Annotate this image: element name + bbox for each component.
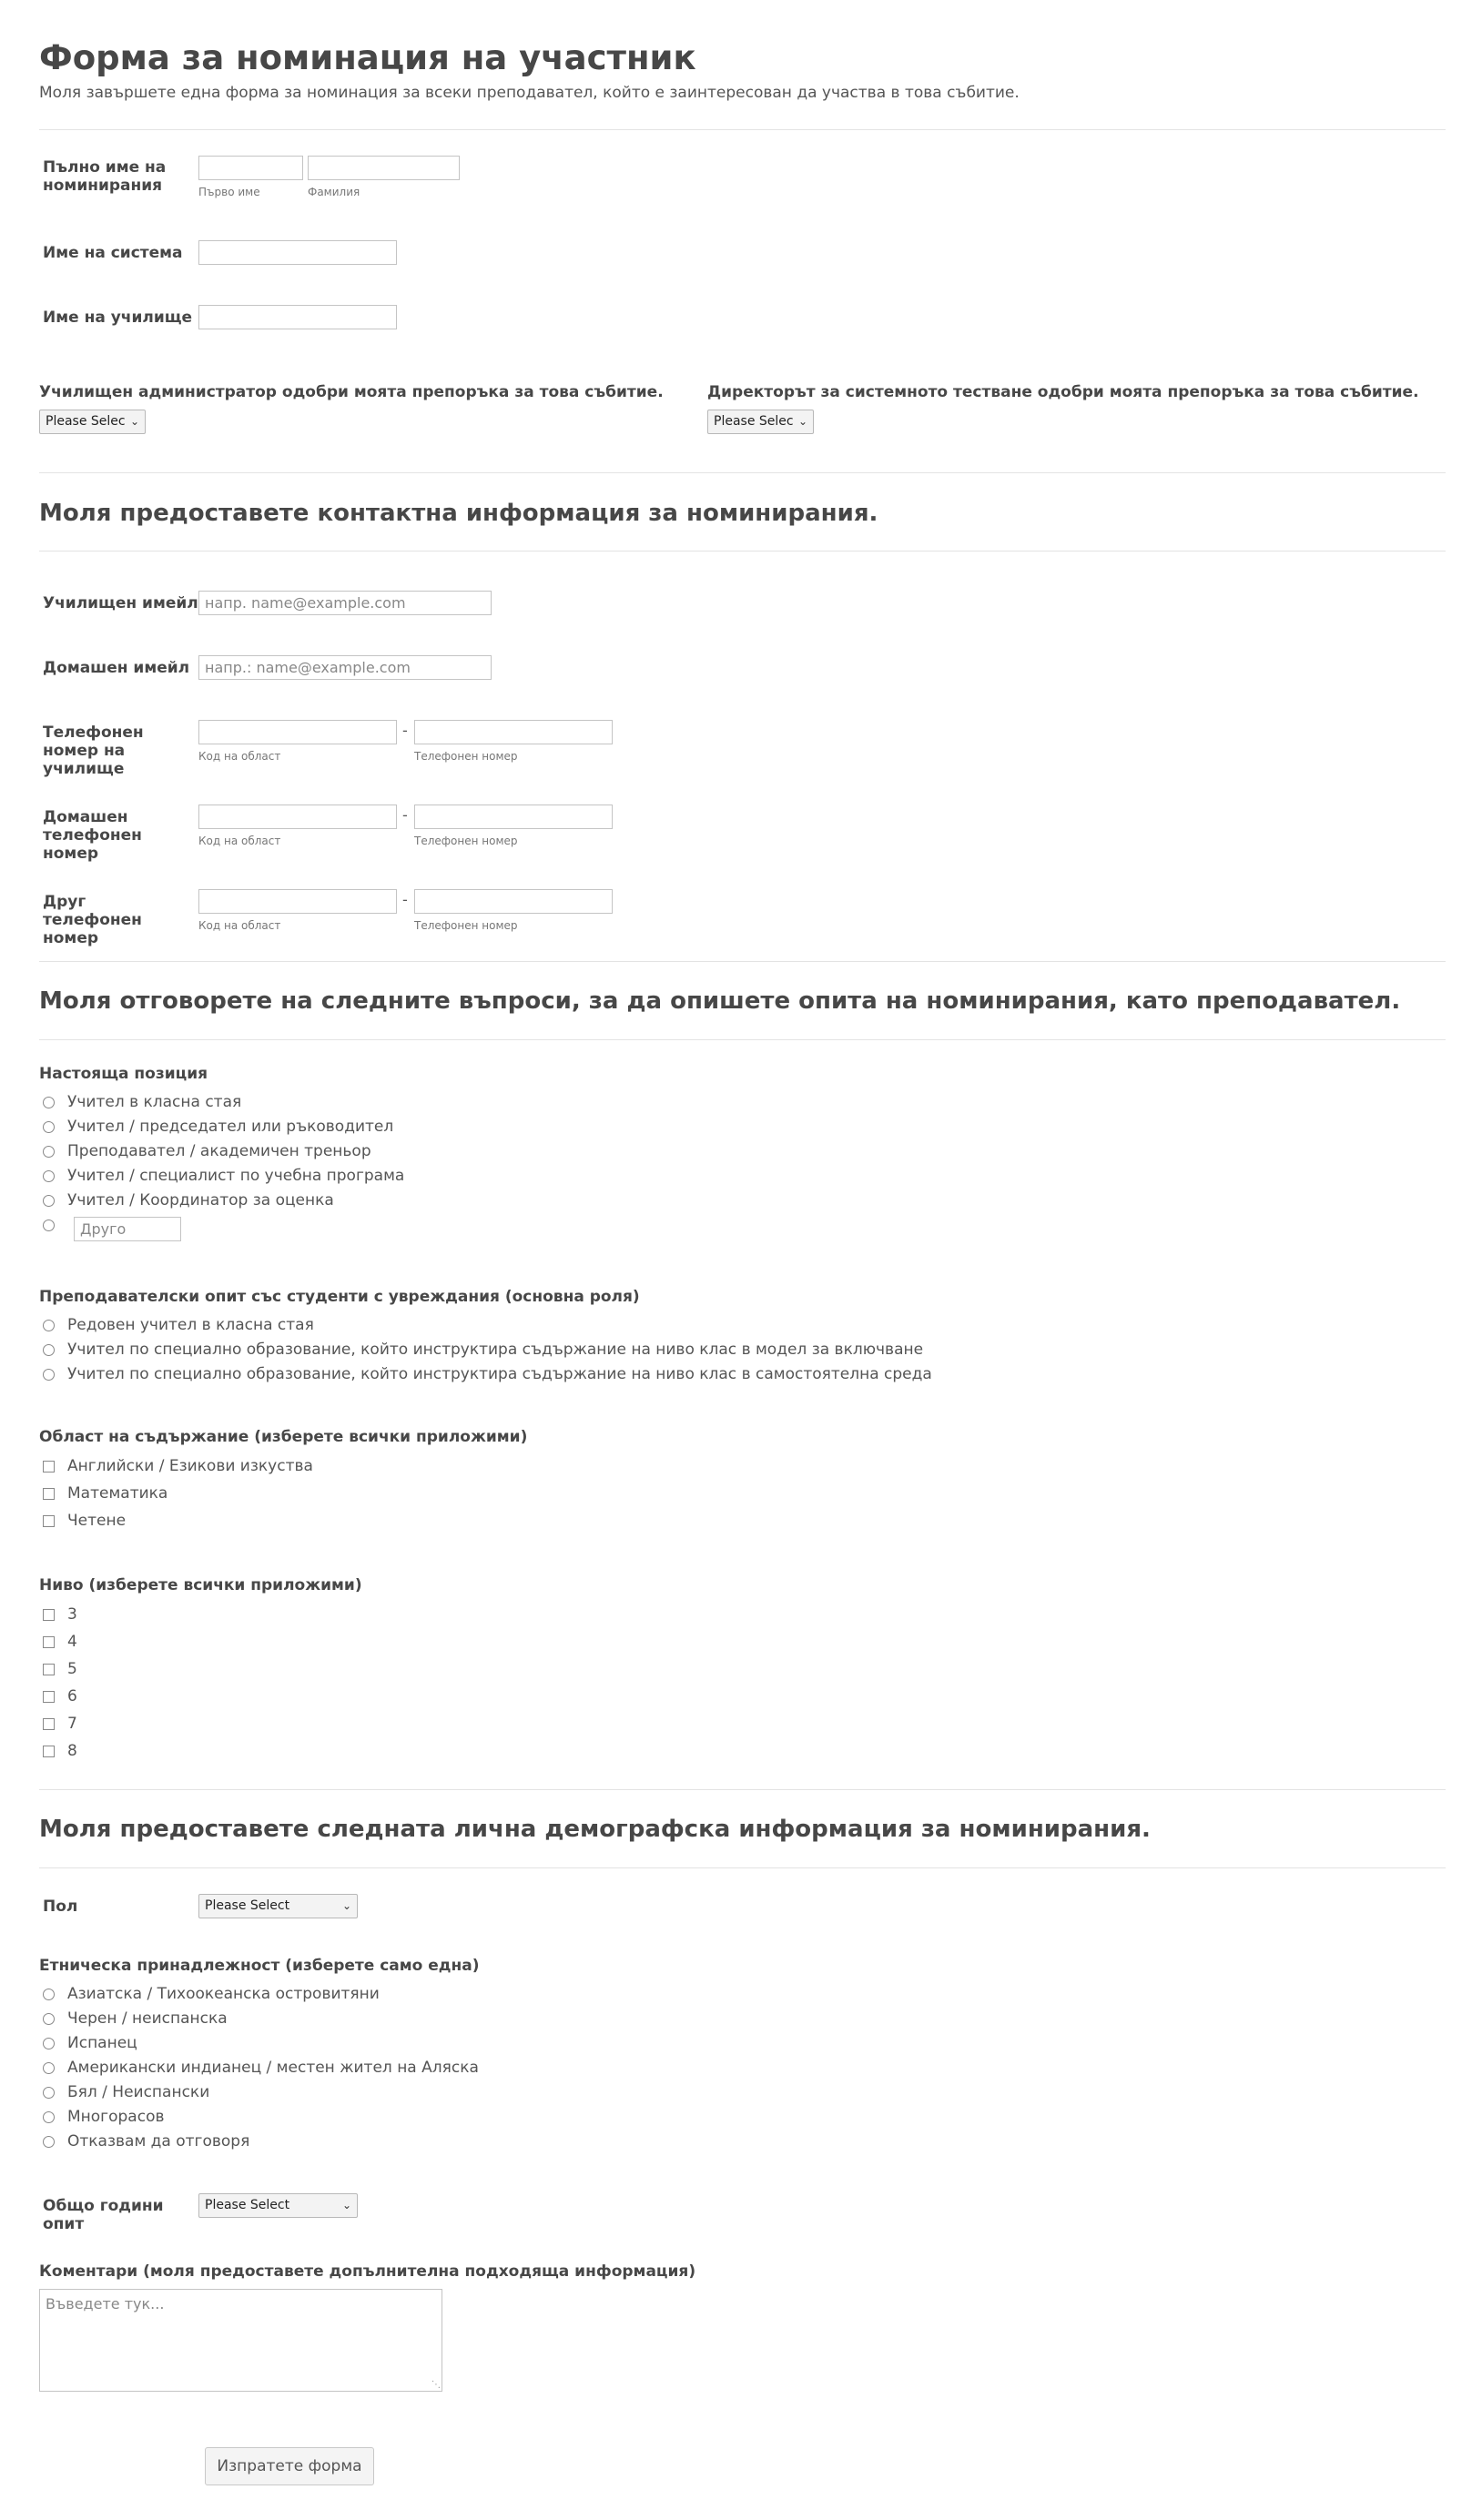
radio-button[interactable] <box>43 1170 55 1182</box>
years-experience-select[interactable] <box>198 2193 358 2218</box>
position-other-input[interactable] <box>74 1217 181 1241</box>
grade-option[interactable]: 3 <box>43 1604 77 1624</box>
school-phone-number-input[interactable] <box>414 720 613 744</box>
radio-button[interactable] <box>43 2087 55 2099</box>
grade-label: Ниво (изберете всички приложими) <box>39 1576 362 1594</box>
home-phone-label: Домашен телефонен номер <box>43 808 142 863</box>
phone-number-sublabel: Телефонен номер <box>414 835 518 847</box>
submit-button[interactable]: Изпратете форма <box>205 2447 374 2485</box>
position-option[interactable]: Учител / специалист по учебна програма <box>43 1166 404 1186</box>
first-name-input[interactable] <box>198 156 303 180</box>
position-option[interactable]: Учител / председател или ръководител <box>43 1117 393 1137</box>
phone-number-sublabel: Телефонен номер <box>414 919 518 932</box>
chevron-down-icon: ⌄ <box>797 415 807 428</box>
content-area-option[interactable]: Четене <box>43 1511 126 1531</box>
area-code-sublabel: Код на област <box>198 919 281 932</box>
phone-dash: - <box>402 722 408 739</box>
school-email-label: Училищен имейл <box>43 594 198 612</box>
checkbox[interactable] <box>43 1718 55 1730</box>
ethnicity-option[interactable]: Азиатска / Тихоокеанска островитяни <box>43 1984 380 2004</box>
disabilities-label: Преподавателски опит със студенти с увреждания (основна роля) <box>39 1288 640 1306</box>
full-name-label: Пълно име на номинирания <box>43 158 167 195</box>
home-phone-number-input[interactable] <box>414 805 613 829</box>
position-option[interactable]: Учител / Координатор за оценка <box>43 1190 334 1210</box>
gender-label: Пол <box>43 1898 78 1916</box>
radio-button[interactable] <box>43 1097 55 1108</box>
school-name-input[interactable] <box>198 305 397 329</box>
radio-button[interactable] <box>43 1320 55 1331</box>
director-approval-select[interactable] <box>707 410 814 434</box>
years-experience-label: Общо години опит <box>43 2197 164 2233</box>
position-label: Настояща позиция <box>39 1065 208 1083</box>
radio-button[interactable] <box>43 2038 55 2049</box>
other-phone-number-input[interactable] <box>414 889 613 914</box>
school-email-input[interactable] <box>198 591 492 615</box>
school-phone-label: Телефонен номер на училище <box>43 724 144 778</box>
radio-button[interactable] <box>43 1195 55 1207</box>
position-option[interactable]: Преподавател / академичен треньор <box>43 1141 371 1161</box>
ethnicity-option[interactable]: Черен / неиспанска <box>43 2009 228 2029</box>
grade-option[interactable]: 8 <box>43 1741 77 1761</box>
position-option[interactable]: Учител в класна стая <box>43 1092 241 1112</box>
admin-approval-select[interactable] <box>39 410 146 434</box>
content-area-option[interactable]: Английски / Езикови изкуства <box>43 1456 313 1476</box>
chevron-down-icon: ⌄ <box>341 2199 351 2211</box>
home-phone-area-input[interactable] <box>198 805 397 829</box>
admin-approval-value: Please Selec <box>46 414 126 429</box>
gender-select-value: Please Select <box>205 1898 290 1913</box>
other-phone-area-input[interactable] <box>198 889 397 914</box>
checkbox[interactable] <box>43 1636 55 1648</box>
chevron-down-icon: ⌄ <box>129 415 139 428</box>
divider <box>39 1867 1446 1868</box>
gender-select[interactable] <box>198 1894 358 1918</box>
ethnicity-option[interactable]: Испанец <box>43 2033 137 2053</box>
home-email-input[interactable] <box>198 655 492 680</box>
checkbox[interactable] <box>43 1746 55 1757</box>
checkbox[interactable] <box>43 1515 55 1527</box>
grade-option[interactable]: 4 <box>43 1632 77 1652</box>
other-phone-label: Друг телефонен номер <box>43 893 142 947</box>
disabilities-option[interactable]: Учител по специално образование, който инструктира съдържание на ниво клас в модел за включване <box>43 1340 923 1360</box>
school-name-label: Име на училище <box>43 309 193 327</box>
ethnicity-option[interactable]: Бял / Неиспански <box>43 2082 209 2102</box>
checkbox[interactable] <box>43 1488 55 1500</box>
divider <box>39 129 1446 130</box>
grade-option[interactable]: 6 <box>43 1686 77 1706</box>
divider <box>39 551 1446 552</box>
phone-dash: - <box>402 891 408 908</box>
experience-section-heading: Моля отговорете на следните въпроси, за да опишете опита на номинирания, като преподавател. <box>39 987 1401 1015</box>
checkbox[interactable] <box>43 1609 55 1621</box>
system-name-label: Име на система <box>43 244 183 262</box>
checkbox[interactable] <box>43 1664 55 1675</box>
chevron-down-icon: ⌄ <box>341 1899 351 1912</box>
checkbox[interactable] <box>43 1461 55 1473</box>
comments-label: Коментари (моля предоставете допълнителна подходяща информация) <box>39 2262 696 2281</box>
phone-dash: - <box>402 806 408 824</box>
divider <box>39 1039 1446 1040</box>
grade-option[interactable]: 5 <box>43 1659 77 1679</box>
contact-section-heading: Моля предоставете контактна информация за номинирания. <box>39 500 878 527</box>
director-approval-label: Директорът за системното тестване одобри моята препоръка за това събитие. <box>707 383 1419 401</box>
content-area-label: Област на съдържание (изберете всички приложими) <box>39 1428 528 1446</box>
divider <box>39 472 1446 473</box>
admin-approval-label: Училищен администратор одобри моята препоръка за това събитие. <box>39 383 664 401</box>
radio-button[interactable] <box>43 2111 55 2123</box>
demographics-section-heading: Моля предоставете следната лична демографска информация за номинирания. <box>39 1816 1151 1843</box>
director-approval-value: Please Selec <box>714 414 794 429</box>
first-name-sublabel: Първо име <box>198 186 260 198</box>
radio-button[interactable] <box>43 2013 55 2025</box>
radio-button[interactable] <box>43 1121 55 1133</box>
system-name-input[interactable] <box>198 240 397 265</box>
last-name-sublabel: Фамилия <box>308 186 360 198</box>
form-subtitle: Моля завършете една форма за номинация за всеки преподавател, който е заинтересован да участва в това събитие. <box>39 84 1020 102</box>
divider <box>39 1789 1446 1790</box>
ethnicity-option[interactable]: Многорасов <box>43 2107 165 2127</box>
disabilities-option[interactable]: Учител по специално образование, който инструктира съдържание на ниво клас в самостоятелна среда <box>43 1364 932 1384</box>
ethnicity-option[interactable]: Отказвам да отговоря <box>43 2131 249 2151</box>
radio-button[interactable] <box>43 1344 55 1356</box>
last-name-input[interactable] <box>308 156 460 180</box>
ethnicity-label: Етническа принадлежност (изберете само една) <box>39 1957 480 1975</box>
resize-grip-icon[interactable]: ⋱ <box>431 2380 441 2390</box>
area-code-sublabel: Код на област <box>198 835 281 847</box>
checkbox[interactable] <box>43 1691 55 1703</box>
grade-option[interactable]: 7 <box>43 1714 77 1734</box>
radio-button[interactable] <box>43 1369 55 1381</box>
area-code-sublabel: Код на област <box>198 750 281 763</box>
radio-button[interactable] <box>43 2062 55 2074</box>
disabilities-option[interactable]: Редовен учител в класна стая <box>43 1315 314 1335</box>
radio-button[interactable] <box>43 1989 55 2000</box>
form-title: Форма за номинация на участник <box>39 38 696 77</box>
content-area-option[interactable]: Математика <box>43 1483 167 1503</box>
home-email-label: Домашен имейл <box>43 659 190 677</box>
ethnicity-option[interactable]: Американски индианец / местен жител на Аляска <box>43 2058 479 2078</box>
radio-button[interactable] <box>43 1146 55 1158</box>
radio-button[interactable] <box>43 1220 55 1231</box>
position-option-other[interactable] <box>43 1215 67 1235</box>
comments-textarea[interactable] <box>39 2289 442 2392</box>
divider <box>39 961 1446 962</box>
radio-button[interactable] <box>43 2136 55 2148</box>
school-phone-area-input[interactable] <box>198 720 397 744</box>
phone-number-sublabel: Телефонен номер <box>414 750 518 763</box>
years-experience-value: Please Select <box>205 2198 290 2212</box>
